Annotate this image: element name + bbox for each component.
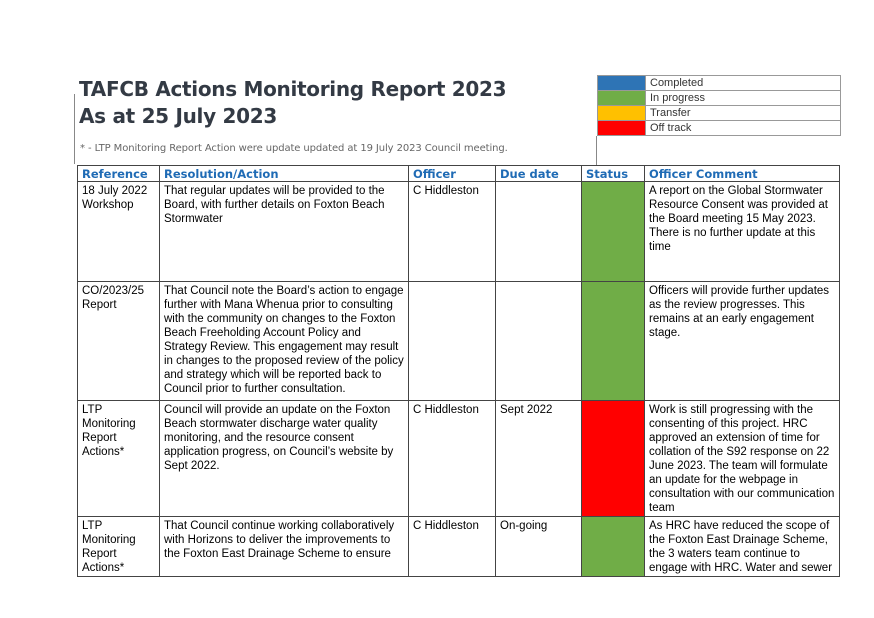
cell-comment: As HRC have reduced the scope of the Foxton East Drainage Scheme, the 3 waters team continue to engage with HRC. Water and sewer bbox=[645, 517, 840, 577]
cell-officer: C Hiddleston bbox=[409, 517, 496, 577]
cell-status bbox=[582, 182, 645, 282]
column-header-officer: Officer bbox=[409, 166, 496, 182]
cell-reference: 18 July 2022 Workshop bbox=[78, 182, 160, 282]
cell-status bbox=[582, 517, 645, 577]
column-header-resolution: Resolution/Action bbox=[160, 166, 409, 182]
cell-comment: Work is still progressing with the consenting of this project. HRC approved an extension of time for collation of the S92 response on 22 June 2023. The team will formulate an update for the webpage in consultation with our communication team bbox=[645, 401, 840, 517]
cell-resolution: That Council continue working collaboratively with Horizons to deliver the improvements to the Foxton East Drainage Scheme to ensure bbox=[160, 517, 409, 577]
table-row bbox=[78, 182, 840, 282]
cell-due-date bbox=[496, 182, 582, 282]
report-note: * - LTP Monitoring Report Action were update updated at 19 July 2023 Council meeting. bbox=[80, 143, 508, 154]
actions-table bbox=[77, 165, 840, 577]
cell-officer bbox=[409, 282, 496, 401]
column-header-comment: Officer Comment bbox=[645, 166, 840, 182]
column-header-due-date: Due date bbox=[496, 166, 582, 182]
column-header-reference: Reference bbox=[78, 166, 160, 182]
cell-comment: A report on the Global Stormwater Resource Consent was provided at the Board meeting 15 May 2023. There is no further update at this time bbox=[645, 182, 840, 282]
cell-due-date: On-going bbox=[496, 517, 582, 577]
table-row bbox=[78, 282, 840, 401]
legend-divider bbox=[596, 136, 597, 166]
cell-resolution: That regular updates will be provided to the Board, with further details on Foxton Beach Stormwater bbox=[160, 182, 409, 282]
cell-reference: CO/2023/25 Report bbox=[78, 282, 160, 401]
table-row bbox=[78, 401, 840, 517]
cell-reference: LTP Monitoring Report Actions* bbox=[78, 517, 160, 577]
legend-swatch bbox=[598, 76, 646, 91]
cell-comment: Officers will provide further updates as the review progresses. This remains at an early engagement stage. bbox=[645, 282, 840, 401]
legend-label: Transfer bbox=[646, 106, 841, 121]
table-row bbox=[78, 517, 840, 577]
legend-label: Completed bbox=[646, 76, 841, 91]
cell-reference: LTP Monitoring Report Actions* bbox=[78, 401, 160, 517]
cell-officer: C Hiddleston bbox=[409, 401, 496, 517]
status-legend bbox=[597, 75, 841, 136]
cell-officer: C Hiddleston bbox=[409, 182, 496, 282]
cell-due-date: Sept 2022 bbox=[496, 401, 582, 517]
cell-resolution: That Council note the Board’s action to engage further with Mana Whenua prior to consulting with the community on changes to the Foxton Beach Freeholding Account Policy and Strategy Review. This engagement may result in changes to the proposed review of the policy and strategy which will be reported back to Council prior to further consultation. bbox=[160, 282, 409, 401]
report-title: TAFCB Actions Monitoring Report 2023 bbox=[79, 77, 507, 101]
cell-due-date bbox=[496, 282, 582, 401]
legend-swatch bbox=[598, 91, 646, 106]
title-divider bbox=[74, 94, 75, 164]
cell-status bbox=[582, 401, 645, 517]
cell-resolution: Council will provide an update on the Foxton Beach stormwater discharge water quality monitoring, and the resource consent application progress, on Council’s website by Sept 2022. bbox=[160, 401, 409, 517]
table-header-row bbox=[78, 166, 840, 182]
legend-item bbox=[598, 121, 841, 136]
legend-item bbox=[598, 106, 841, 121]
column-header-status: Status bbox=[582, 166, 645, 182]
legend-swatch bbox=[598, 106, 646, 121]
legend-item bbox=[598, 76, 841, 91]
legend-item bbox=[598, 91, 841, 106]
legend-swatch bbox=[598, 121, 646, 136]
cell-status bbox=[582, 282, 645, 401]
legend-label: Off track bbox=[646, 121, 841, 136]
legend-label: In progress bbox=[646, 91, 841, 106]
report-date-title: As at 25 July 2023 bbox=[79, 104, 277, 128]
